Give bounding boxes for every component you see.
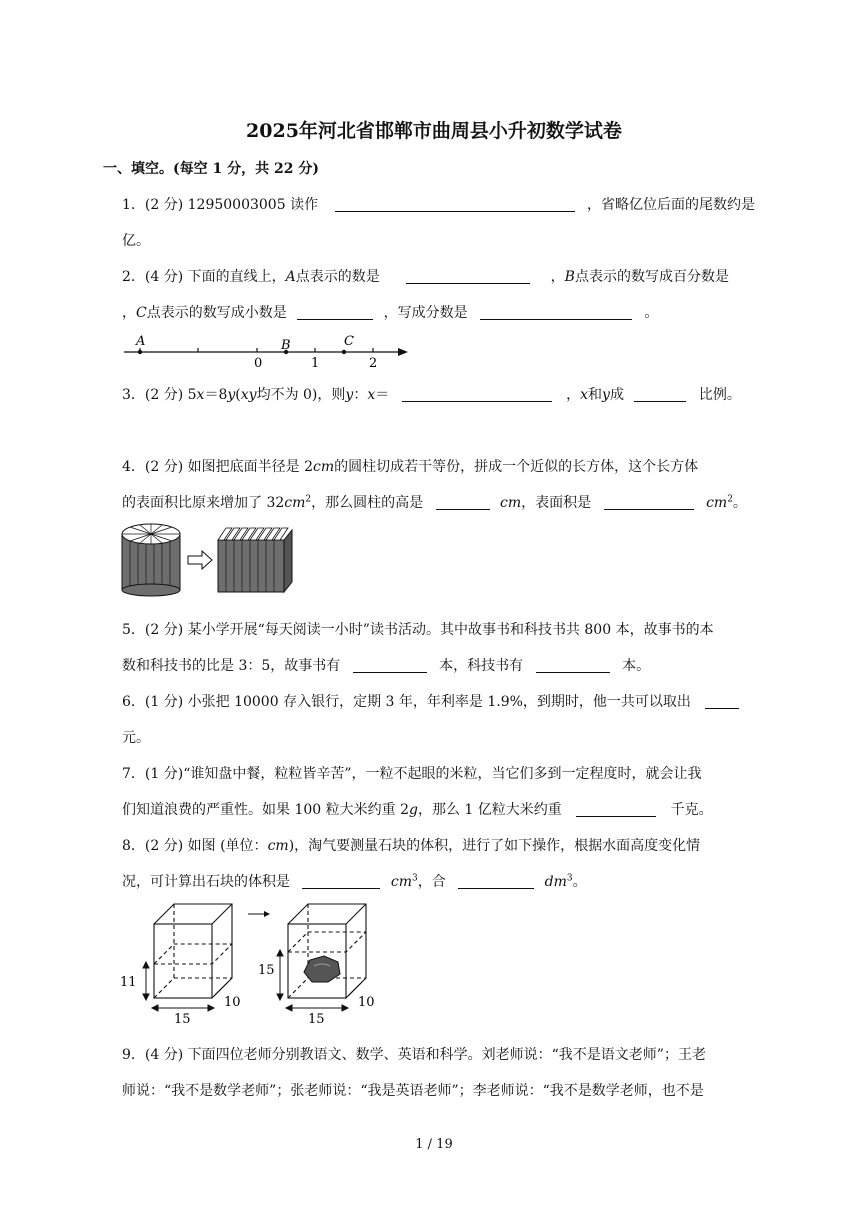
answer-blank[interactable]	[297, 305, 373, 320]
question-7-line-1: 7．(1 分)“谁知盘中餐，粒粒皆辛苦”，一粒不起眼的米粒，当它们多到一定程度时，就会让我	[122, 766, 702, 782]
tick-0: 0	[254, 356, 263, 371]
label-c: C	[344, 334, 354, 349]
question-2-line-2: ，C点表示的数写成小数是 ，写成分数是 。	[122, 305, 659, 321]
answer-blank[interactable]	[402, 387, 552, 402]
answer-blank[interactable]	[335, 197, 575, 212]
tank1-width-label: 15	[174, 1012, 191, 1027]
arrow-icon	[248, 911, 270, 917]
arrow-icon	[398, 348, 408, 356]
cylinder-to-cuboid-figure	[120, 522, 300, 597]
page-number: 1 / 19	[415, 1137, 453, 1152]
section-heading: 一、填空。(每空 1 分，共 22 分)	[103, 161, 319, 177]
question-9-line-1: 9．(4 分) 下面四位老师分别教语文、数学、英语和科学。刘老师说：“我不是语文老师”；王老	[122, 1047, 706, 1063]
answer-blank[interactable]	[480, 305, 632, 320]
question-6-line-1: 6．(1 分) 小张把 10000 存入银行，定期 3 年，年利率是 1.9%，到期时，他一共可以取出	[122, 691, 739, 711]
cylinder-icon	[122, 524, 180, 596]
question-4-line-1: 4．(2 分) 如图把底面半径是 2cm的圆柱切成若干等份，拼成一个近似的长方体，这个长方体	[122, 459, 699, 475]
question-5-line-1: 5．(2 分) 某小学开展“每天阅读一小时”读书活动。其中故事书和科技书共 800 本，故事书的本	[122, 622, 714, 638]
question-8-line-1: 8．(2 分) 如图 (单位：cm)，淘气要测量石块的体积，进行了如下操作，根据水面高度变化情	[122, 838, 701, 854]
point-c	[342, 350, 346, 354]
number-line-figure	[120, 334, 410, 374]
tank1-height-label: 11	[120, 975, 137, 990]
tank2-depth-label: 10	[358, 995, 375, 1010]
question-2-line-1: 2．(4 分) 下面的直线上，A点表示的数是 ，B点表示的数写成百分数是	[122, 269, 729, 285]
answer-blank[interactable]	[302, 874, 380, 889]
answer-blank[interactable]	[604, 495, 694, 510]
tank1-depth-label: 10	[224, 995, 241, 1010]
tick-2: 2	[369, 356, 378, 371]
arrow-icon	[188, 551, 212, 569]
question-8-line-2: 况，可计算出石块的体积是 $cm^3$，合 $dm^3$。	[122, 873, 587, 890]
question-1-line-2: 亿。	[122, 233, 150, 249]
answer-blank[interactable]	[576, 802, 656, 817]
stone-icon	[304, 956, 340, 982]
point-a	[138, 350, 142, 354]
tank-before	[154, 904, 232, 998]
answer-blank[interactable]	[634, 387, 686, 402]
label-a: A	[136, 334, 146, 349]
question-9-line-2: 师说：“我不是数学老师”；张老师说：“我是英语老师”；李老师说：“我不是数学老师，也不是	[122, 1083, 704, 1099]
question-7-line-2: 们知道浪费的严重性。如果 100 粒大米约重 2g，那么 1 亿粒大米约重 千克。	[122, 802, 713, 818]
answer-blank[interactable]	[436, 495, 490, 510]
water-tank-figure	[118, 902, 388, 1027]
tick-1: 1	[311, 356, 320, 371]
label-b: B	[281, 338, 291, 353]
question-1-line-1: 1．(2 分) 12950003005 读作 ，省略亿位后面的尾数约是	[122, 197, 755, 213]
question-6-line-2: 元。	[122, 730, 150, 746]
answer-blank[interactable]	[458, 874, 534, 889]
question-3: 3．(2 分) 5x＝8y(xy均不为 0)，则y：x＝ ，x和y成 比例。	[122, 387, 741, 403]
page-title: 2025年河北省邯郸市曲周县小升初数学试卷	[246, 120, 622, 142]
tank-after	[288, 904, 366, 998]
tank2-width-label: 15	[308, 1012, 325, 1027]
question-4-line-2: 的表面积比原来增加了 $32cm^2$，那么圆柱的高是 cm，表面积是 $cm^2$。	[122, 494, 747, 511]
cuboid-icon	[218, 528, 292, 592]
tank2-height-label: 15	[258, 963, 275, 978]
answer-blank[interactable]	[536, 658, 610, 673]
question-5-line-2: 数和科技书的比是 3：5，故事书有 本，科技书有 本。	[122, 658, 651, 674]
answer-blank[interactable]	[353, 658, 427, 673]
answer-blank[interactable]	[705, 694, 739, 709]
answer-blank[interactable]	[406, 269, 530, 284]
